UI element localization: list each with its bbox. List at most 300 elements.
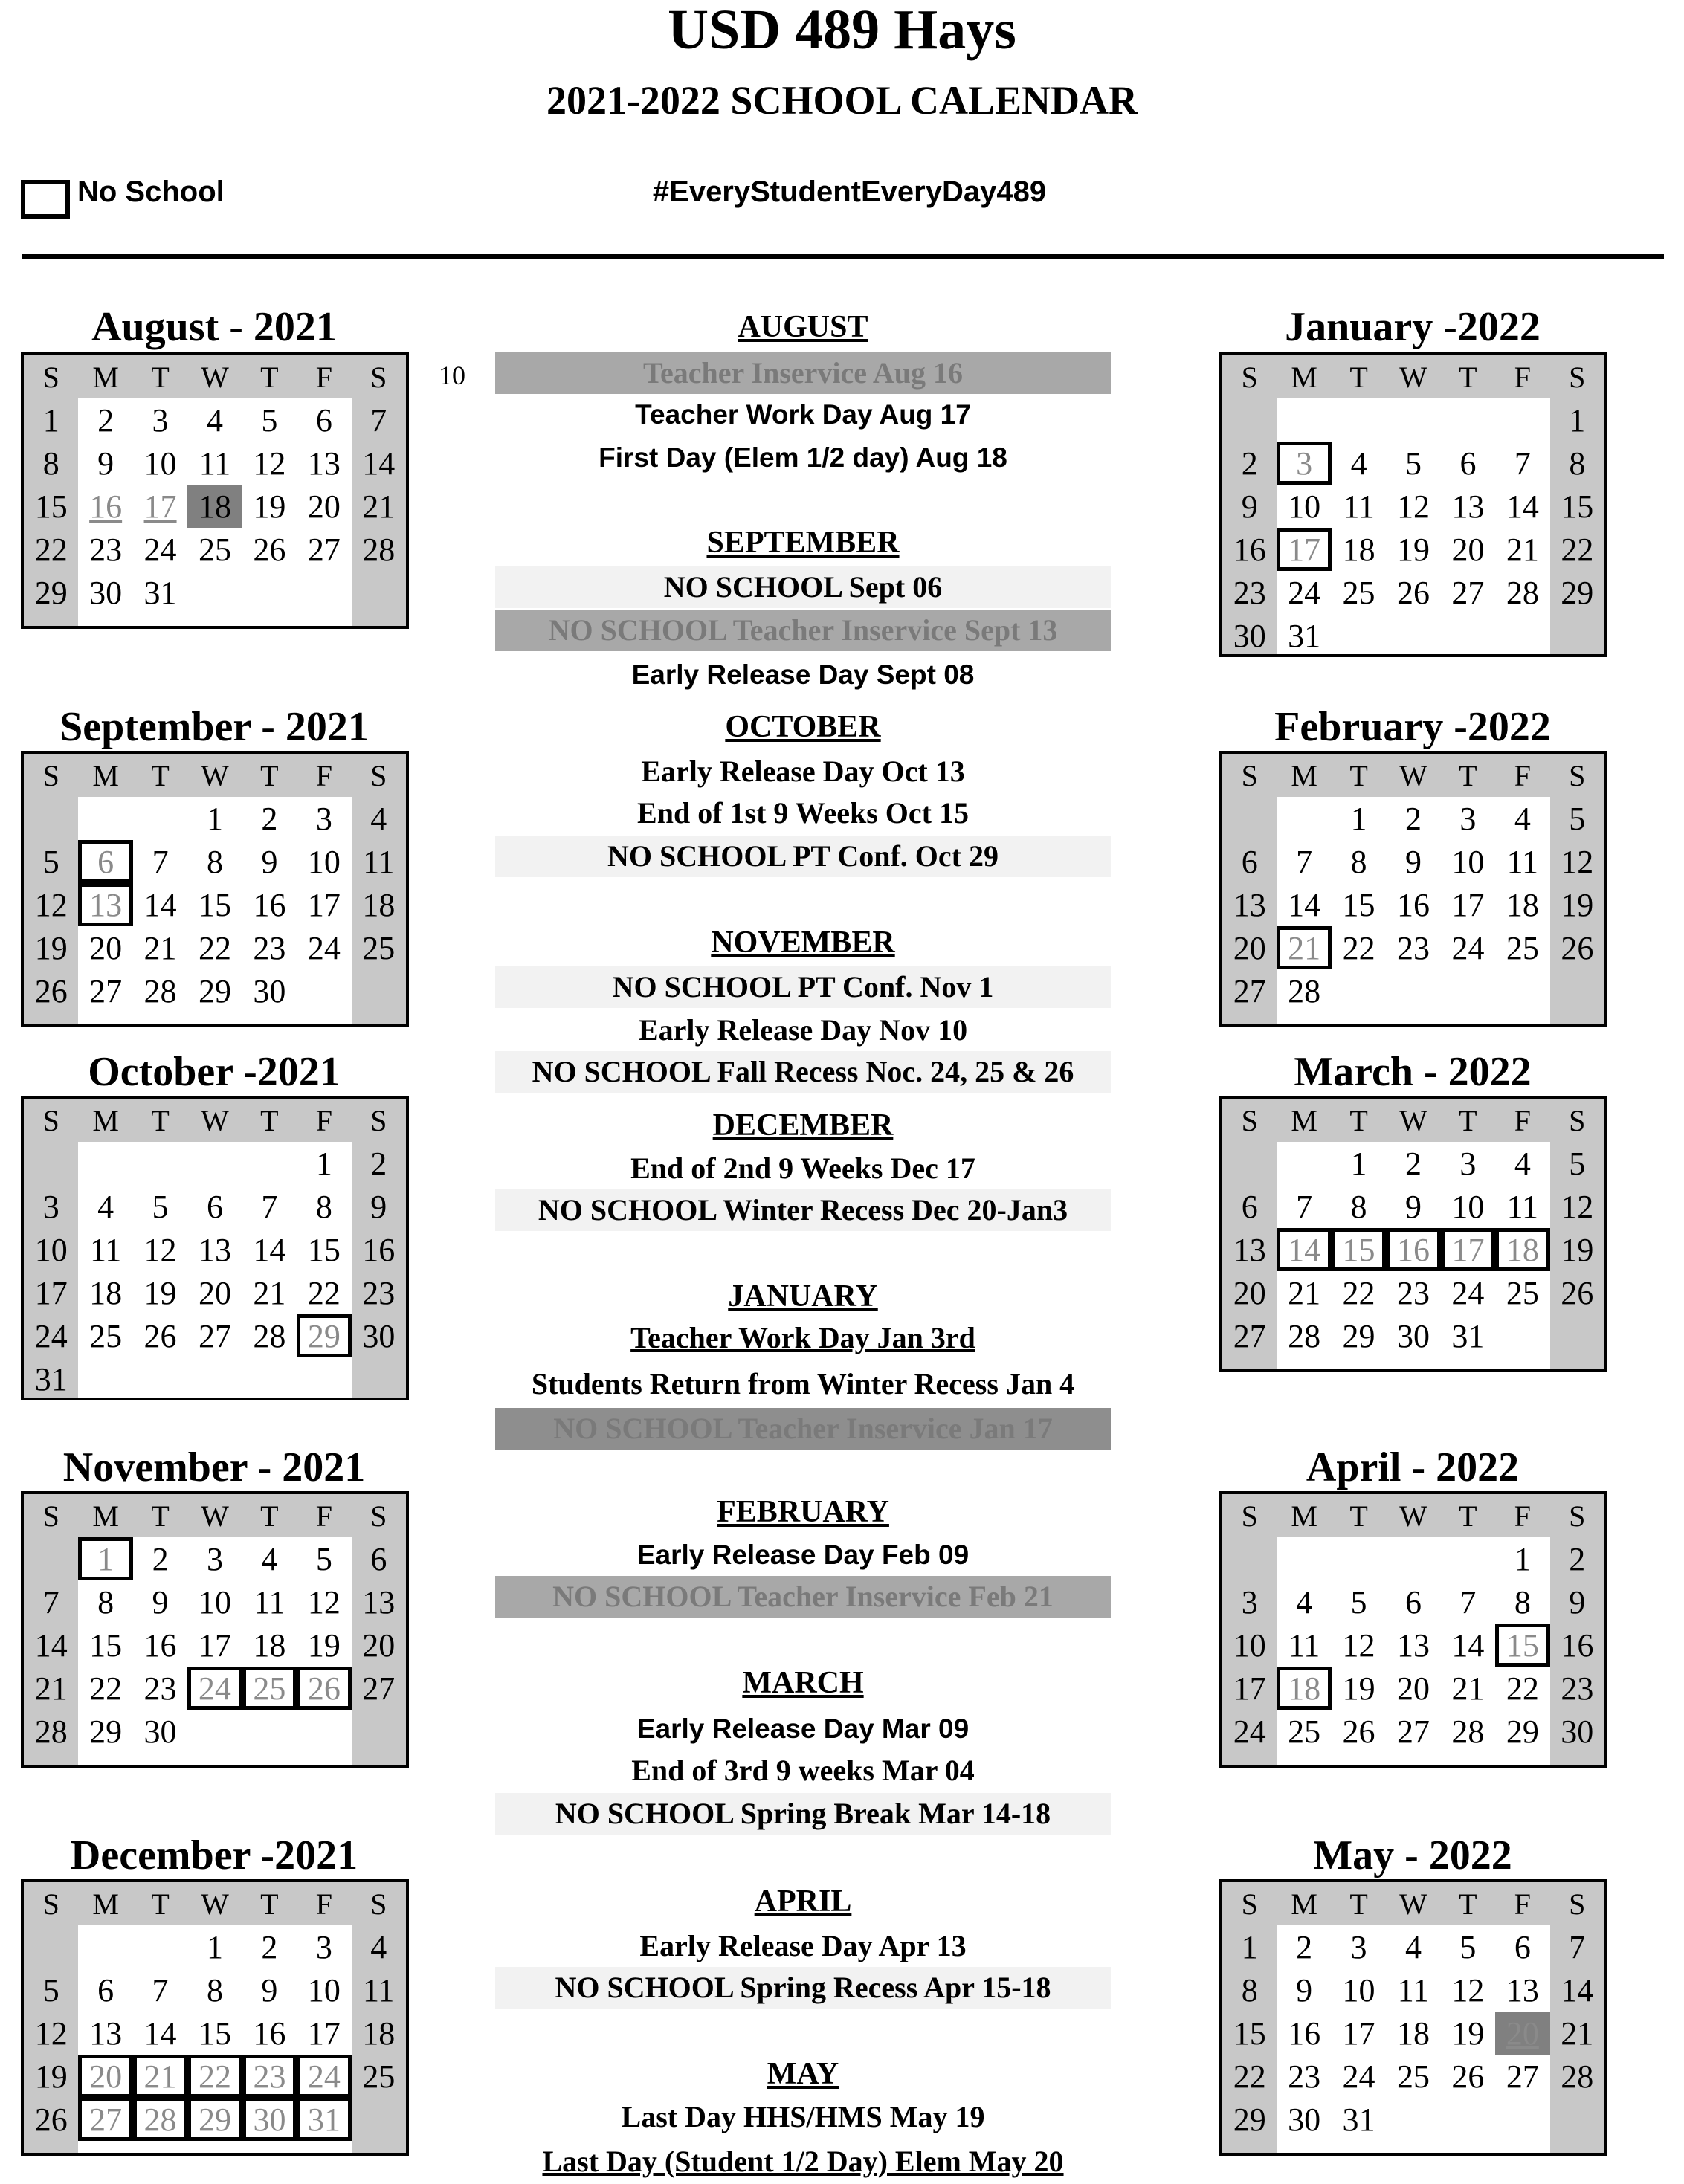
empty-day-cell (1386, 1753, 1440, 1768)
empty-day-cell (242, 1012, 297, 1027)
week-row (1222, 1142, 1604, 1185)
day-cell: 1 (1350, 800, 1367, 837)
month-title: March - 2022 (1294, 1049, 1532, 1095)
week-row (24, 528, 406, 571)
empty-day-cell (242, 571, 297, 614)
day-cell: 24 (1222, 1710, 1277, 1753)
day-cell: 13 (307, 445, 341, 482)
empty-day-cell (242, 1142, 297, 1185)
day-cell: 20 (307, 488, 341, 525)
weekday-header: S (1222, 1882, 1277, 1925)
empty-day-cell (78, 1012, 132, 1027)
day-cell: 6 (315, 401, 332, 439)
week-row (1222, 1925, 1604, 1968)
day-cell: 24 (1342, 2058, 1375, 2095)
day-cell: 28 (133, 2098, 187, 2141)
weekday-header: W (187, 355, 242, 398)
empty-day-cell (133, 1357, 187, 1400)
day-cell: 31 (1288, 617, 1321, 654)
week-row (1222, 2055, 1604, 2098)
day-cell: 7 (1514, 445, 1531, 482)
empty-day-cell (24, 1537, 78, 1580)
empty-day-cell (1222, 1012, 1277, 1027)
empty-day-cell (1386, 1012, 1440, 1027)
empty-day-cell (1386, 2141, 1440, 2156)
filler-row (1222, 2141, 1604, 2156)
day-cell: 9 (1296, 1971, 1313, 2009)
day-cell: 9 (1404, 1188, 1422, 1225)
empty-day-cell (1277, 1142, 1331, 1185)
day-cell: 26 (24, 2098, 78, 2141)
empty-day-cell (1222, 797, 1277, 840)
day-cell: 26 (1550, 1271, 1604, 1314)
day-cell: 27 (1451, 574, 1485, 611)
weekday-header: T (1441, 1494, 1495, 1537)
day-cell: 16 (1222, 528, 1277, 571)
day-cell: 23 (1288, 2058, 1321, 2095)
day-cell: 24 (143, 531, 177, 568)
day-cell: 14 (1550, 1968, 1604, 2012)
day-cell: 20 (1397, 1670, 1430, 1707)
day-cell: 17 (1441, 1228, 1495, 1271)
filler-row (1222, 1753, 1604, 1768)
empty-day-cell (352, 969, 406, 1012)
day-cell: 7 (152, 843, 169, 880)
day-cell: 10 (1222, 1624, 1277, 1667)
day-cell: 8 (1350, 843, 1367, 880)
weekday-header: W (187, 1494, 242, 1537)
filler-row (24, 2141, 406, 2156)
day-cell: 23 (89, 531, 123, 568)
day-cell: 1 (206, 1928, 223, 1965)
day-cell: 14 (1288, 886, 1321, 923)
weekday-header: M (1277, 355, 1331, 398)
event-item: Last Day HHS/HMS May 19 (621, 2100, 985, 2133)
day-cell: 7 (261, 1188, 278, 1225)
day-cell: 22 (1342, 929, 1375, 966)
day-cell: 12 (253, 445, 286, 482)
day-cell: 6 (78, 840, 133, 883)
day-cell: 19 (1342, 1670, 1375, 1707)
week-row (24, 2055, 406, 2098)
day-cell: 3 (1277, 442, 1332, 485)
no-school-legend-label: No School (77, 175, 225, 208)
empty-day-cell (1332, 614, 1386, 657)
day-cell: 9 (97, 445, 114, 482)
weekday-header: M (1277, 1882, 1331, 1925)
week-row (1222, 528, 1604, 571)
weekday-header: S (24, 1099, 78, 1142)
day-cell: 2 (1404, 1145, 1422, 1182)
day-cell: 11 (352, 840, 406, 883)
day-cell: 27 (1222, 1314, 1277, 1357)
day-cell: 28 (24, 1710, 78, 1753)
day-cell: 27 (1396, 1713, 1430, 1750)
week-row (24, 1357, 406, 1400)
event-item: NO SCHOOL Winter Recess Dec 20-Jan3 (495, 1189, 1111, 1231)
day-cell: 8 (1514, 1583, 1531, 1621)
day-cell: 26 (1550, 926, 1604, 969)
day-cell: 21 (1506, 531, 1539, 568)
day-cell: 23 (1222, 571, 1277, 614)
weekday-header: T (133, 1099, 187, 1142)
day-cell: 25 (1396, 2058, 1430, 2095)
week-row (24, 442, 406, 485)
event-item: NO SCHOOL Teacher Inservice Jan 17 (495, 1408, 1111, 1450)
week-row (1222, 1271, 1604, 1314)
event-item: Early Release Day Apr 13 (639, 1929, 967, 1962)
empty-day-cell (1495, 614, 1549, 657)
empty-day-cell (187, 1710, 242, 1753)
week-row (24, 571, 406, 614)
month-title: November - 2021 (62, 1444, 366, 1490)
day-cell: 22 (1222, 2055, 1277, 2098)
weekday-header: T (133, 1494, 187, 1537)
empty-day-cell (187, 2141, 242, 2156)
day-cell: 29 (1550, 571, 1604, 614)
weekday-header: W (1386, 1099, 1440, 1142)
week-row (1222, 883, 1604, 926)
weekday-header: M (78, 355, 132, 398)
day-cell: 4 (1514, 800, 1531, 837)
empty-day-cell (133, 2141, 187, 2156)
weekday-header: T (133, 355, 187, 398)
day-cell: 16 (89, 488, 123, 525)
day-cell: 17 (198, 1626, 231, 1664)
day-cell: 22 (187, 2055, 242, 2098)
day-cell: 1 (1222, 1925, 1277, 1968)
day-cell: 15 (199, 886, 232, 923)
weekday-header: T (1441, 1882, 1495, 1925)
empty-day-cell (1441, 2098, 1495, 2141)
empty-day-cell (1550, 2141, 1604, 2156)
weekday-header: M (78, 1099, 132, 1142)
day-cell: 19 (24, 926, 78, 969)
empty-day-cell (1550, 1357, 1604, 1372)
day-cell: 21 (1550, 2012, 1604, 2055)
week-row (24, 840, 406, 883)
day-cell: 14 (1451, 1626, 1485, 1664)
empty-day-cell (1441, 1357, 1495, 1372)
day-cell: 13 (1506, 1971, 1539, 2009)
day-cell: 22 (1342, 1274, 1375, 1311)
day-cell: 28 (1451, 1713, 1485, 1750)
day-cell: 26 (1342, 1713, 1375, 1750)
day-cell: 28 (352, 528, 406, 571)
day-cell: 12 (1550, 1185, 1604, 1228)
day-cell: 13 (78, 883, 133, 926)
day-cell: 30 (352, 1314, 406, 1357)
empty-day-cell (78, 1753, 132, 1768)
weekday-header: W (1386, 1494, 1440, 1537)
day-cell: 30 (1396, 1317, 1430, 1354)
weekday-header: S (24, 1882, 78, 1925)
day-cell: 17 (1277, 528, 1332, 571)
day-cell: 13 (1451, 488, 1485, 525)
day-cell: 8 (315, 1188, 332, 1225)
day-cell: 25 (1506, 1274, 1539, 1311)
week-row (24, 2098, 406, 2141)
day-cell: 23 (242, 2055, 297, 2098)
weekday-header: F (1495, 754, 1549, 797)
weekday-header: T (133, 1882, 187, 1925)
week-row (1222, 1580, 1604, 1624)
week-row (1222, 485, 1604, 528)
weekday-header: M (1277, 754, 1331, 797)
day-cell: 3 (207, 1540, 224, 1577)
empty-day-cell (78, 1357, 132, 1400)
day-cell: 10 (1451, 1188, 1485, 1225)
day-cell: 20 (198, 1274, 231, 1311)
day-cell: 5 (261, 401, 278, 439)
day-cell: 1 (315, 1145, 332, 1182)
day-cell: 4 (206, 401, 223, 439)
day-cell: 14 (253, 1231, 286, 1268)
day-cell: 4 (1514, 1145, 1531, 1182)
day-cell: 27 (1222, 969, 1277, 1012)
day-cell: 25 (198, 531, 231, 568)
day-cell: 21 (253, 1274, 286, 1311)
empty-day-cell (24, 1142, 78, 1185)
day-cell: 2 (1222, 442, 1277, 485)
day-cell: 18 (352, 2012, 406, 2055)
day-cell: 2 (261, 1928, 278, 1965)
day-cell: 9 (352, 1185, 406, 1228)
empty-day-cell (1277, 797, 1331, 840)
weekday-header: F (1495, 1882, 1549, 1925)
filler-row (1222, 1357, 1604, 1372)
day-cell: 6 (206, 1188, 223, 1225)
day-cell: 26 (253, 531, 286, 568)
day-cell: 28 (1550, 2055, 1604, 2098)
day-cell: 3 (315, 1928, 332, 1965)
day-cell: 2 (1550, 1537, 1604, 1580)
day-cell: 12 (1396, 488, 1430, 525)
empty-day-cell (1222, 2141, 1277, 2156)
day-cell: 2 (97, 401, 114, 439)
weekday-header: S (352, 1099, 406, 1142)
week-row (24, 1537, 406, 1580)
weekday-header: S (1550, 754, 1604, 797)
day-cell: 25 (242, 1667, 297, 1710)
day-cell: 28 (253, 1317, 286, 1354)
event-item: First Day (Elem 1/2 day) Aug 18 (599, 442, 1007, 473)
day-cell: 4 (261, 1540, 278, 1577)
day-cell: 1 (1514, 1540, 1531, 1577)
empty-day-cell (1332, 1357, 1386, 1372)
day-cell: 13 (89, 2015, 123, 2052)
empty-day-cell (1332, 969, 1386, 1012)
weekday-header: W (187, 1099, 242, 1142)
week-row (1222, 926, 1604, 969)
weekday-header: S (1550, 1099, 1604, 1142)
day-cell: 9 (152, 1583, 169, 1621)
day-cell: 9 (1550, 1580, 1604, 1624)
day-cell: 15 (1550, 485, 1604, 528)
day-cell: 3 (1459, 800, 1477, 837)
day-cell: 31 (297, 2098, 351, 2141)
day-cell: 27 (307, 531, 341, 568)
empty-day-cell (1332, 1537, 1386, 1580)
empty-day-cell (24, 1012, 78, 1027)
week-row (1222, 2012, 1604, 2055)
day-cell: 14 (24, 1624, 78, 1667)
event-item: Teacher Work Day Jan 3rd (630, 1321, 975, 1354)
day-cell: 4 (352, 797, 406, 840)
day-cell: 28 (1288, 972, 1321, 1009)
day-cell: 30 (253, 972, 286, 1009)
day-cell: 27 (1506, 2058, 1539, 2095)
day-cell: 15 (1495, 1624, 1550, 1667)
weekday-header: S (352, 1882, 406, 1925)
day-cell: 23 (143, 1670, 177, 1707)
empty-day-cell (187, 1012, 242, 1027)
month-title: October -2021 (88, 1049, 341, 1095)
day-cell: 16 (143, 1626, 177, 1664)
empty-day-cell (1222, 1753, 1277, 1768)
day-cell: 14 (352, 442, 406, 485)
empty-day-cell (133, 1012, 187, 1027)
day-cell: 24 (1451, 929, 1485, 966)
day-cell: 5 (24, 840, 78, 883)
weekday-header: S (1222, 754, 1277, 797)
day-cell: 3 (1459, 1145, 1477, 1182)
weekday-header: M (78, 754, 132, 797)
divider (22, 254, 1664, 259)
row-marker: 10 (439, 361, 465, 390)
day-cell: 22 (89, 1670, 123, 1707)
empty-day-cell (1386, 2098, 1440, 2141)
day-cell: 18 (1396, 2015, 1430, 2052)
empty-day-cell (352, 571, 406, 614)
month-heading: MARCH (742, 1666, 864, 1700)
day-cell: 7 (1459, 1583, 1477, 1621)
day-cell: 3 (315, 800, 332, 837)
day-cell: 6 (1222, 840, 1277, 883)
empty-day-cell (1550, 1012, 1604, 1027)
empty-day-cell (1222, 1537, 1277, 1580)
empty-day-cell (1495, 969, 1549, 1012)
empty-day-cell (78, 614, 132, 629)
month-heading: FEBRUARY (717, 1495, 889, 1529)
day-cell: 18 (1342, 531, 1375, 568)
empty-day-cell (1550, 614, 1604, 657)
day-cell: 14 (143, 886, 177, 923)
day-cell: 11 (1397, 1971, 1430, 2009)
weekday-header: T (1332, 355, 1386, 398)
week-row (1222, 1314, 1604, 1357)
day-cell: 19 (1397, 531, 1430, 568)
day-cell: 24 (1451, 1274, 1485, 1311)
day-cell: 22 (198, 929, 231, 966)
weekday-header: T (1332, 1882, 1386, 1925)
day-cell: 22 (307, 1274, 341, 1311)
day-cell: 5 (315, 1540, 332, 1577)
day-cell: 16 (1386, 1228, 1440, 1271)
day-cell: 19 (1550, 1228, 1604, 1271)
day-cell: 25 (352, 2055, 406, 2098)
day-cell: 18 (253, 1626, 286, 1664)
day-cell: 5 (1405, 445, 1422, 482)
event-item: Early Release Day Sept 08 (631, 659, 975, 690)
filler-row (24, 1753, 406, 1768)
empty-day-cell (1277, 1537, 1331, 1580)
day-cell: 4 (352, 1925, 406, 1968)
month-heading: MAY (767, 2057, 839, 2091)
day-cell: 20 (1222, 1271, 1277, 1314)
weekday-header: T (242, 754, 297, 797)
empty-day-cell (352, 614, 406, 629)
day-cell: 11 (254, 1583, 285, 1621)
weekday-header: S (24, 754, 78, 797)
day-cell: 24 (24, 1314, 78, 1357)
day-cell: 23 (1550, 1667, 1604, 1710)
day-cell: 28 (143, 972, 177, 1009)
month-calendar (21, 1491, 409, 1768)
week-row (1222, 1624, 1604, 1667)
empty-day-cell (24, 797, 78, 840)
day-cell: 14 (1277, 1228, 1331, 1271)
event-item: Early Release Day Feb 09 (636, 1540, 970, 1570)
month-calendar (21, 1879, 409, 2156)
week-row (1222, 442, 1604, 485)
day-cell: 31 (24, 1357, 78, 1400)
day-cell: 16 (253, 2015, 286, 2052)
day-cell: 17 (1451, 886, 1485, 923)
day-cell: 9 (261, 1971, 278, 2009)
weekday-header: W (1386, 754, 1440, 797)
week-row (24, 1968, 406, 2012)
day-cell: 26 (143, 1317, 177, 1354)
day-cell: 22 (24, 528, 78, 571)
weekday-header: T (1441, 1099, 1495, 1142)
empty-day-cell (1495, 1314, 1549, 1357)
empty-day-cell (24, 1925, 78, 1968)
event-item: NO SCHOOL Spring Recess Apr 15-18 (495, 1967, 1111, 2009)
day-cell: 18 (1495, 1228, 1549, 1271)
month-calendar (1219, 352, 1607, 657)
empty-day-cell (78, 1925, 132, 1968)
day-cell: 13 (1222, 883, 1277, 926)
weekday-header: M (1277, 1099, 1331, 1142)
month-calendar (1219, 1096, 1607, 1372)
week-row (24, 398, 406, 442)
empty-day-cell (133, 614, 187, 629)
weekday-header: T (1332, 754, 1386, 797)
month-heading: AUGUST (738, 310, 868, 344)
month-heading: DECEMBER (712, 1108, 894, 1143)
day-cell: 29 (187, 2098, 242, 2141)
day-cell: 31 (1342, 2101, 1375, 2138)
weekday-header: T (242, 1494, 297, 1537)
day-cell: 21 (1451, 1670, 1485, 1707)
day-cell: 17 (307, 2015, 341, 2052)
empty-day-cell (297, 1710, 351, 1753)
event-item: End of 3rd 9 weeks Mar 04 (631, 1754, 975, 1787)
day-cell: 15 (24, 485, 78, 528)
day-cell: 21 (133, 2055, 187, 2098)
filler-row (24, 1012, 406, 1027)
day-cell: 22 (1506, 1670, 1539, 1707)
weekday-header: S (1550, 355, 1604, 398)
empty-day-cell (1332, 1012, 1386, 1027)
empty-day-cell (352, 2098, 406, 2141)
empty-day-cell (1277, 398, 1331, 442)
empty-day-cell (1277, 1012, 1331, 1027)
month-heading: OCTOBER (725, 710, 881, 744)
event-item: Early Release Day Nov 10 (638, 1013, 968, 1047)
weekday-header: T (133, 754, 187, 797)
